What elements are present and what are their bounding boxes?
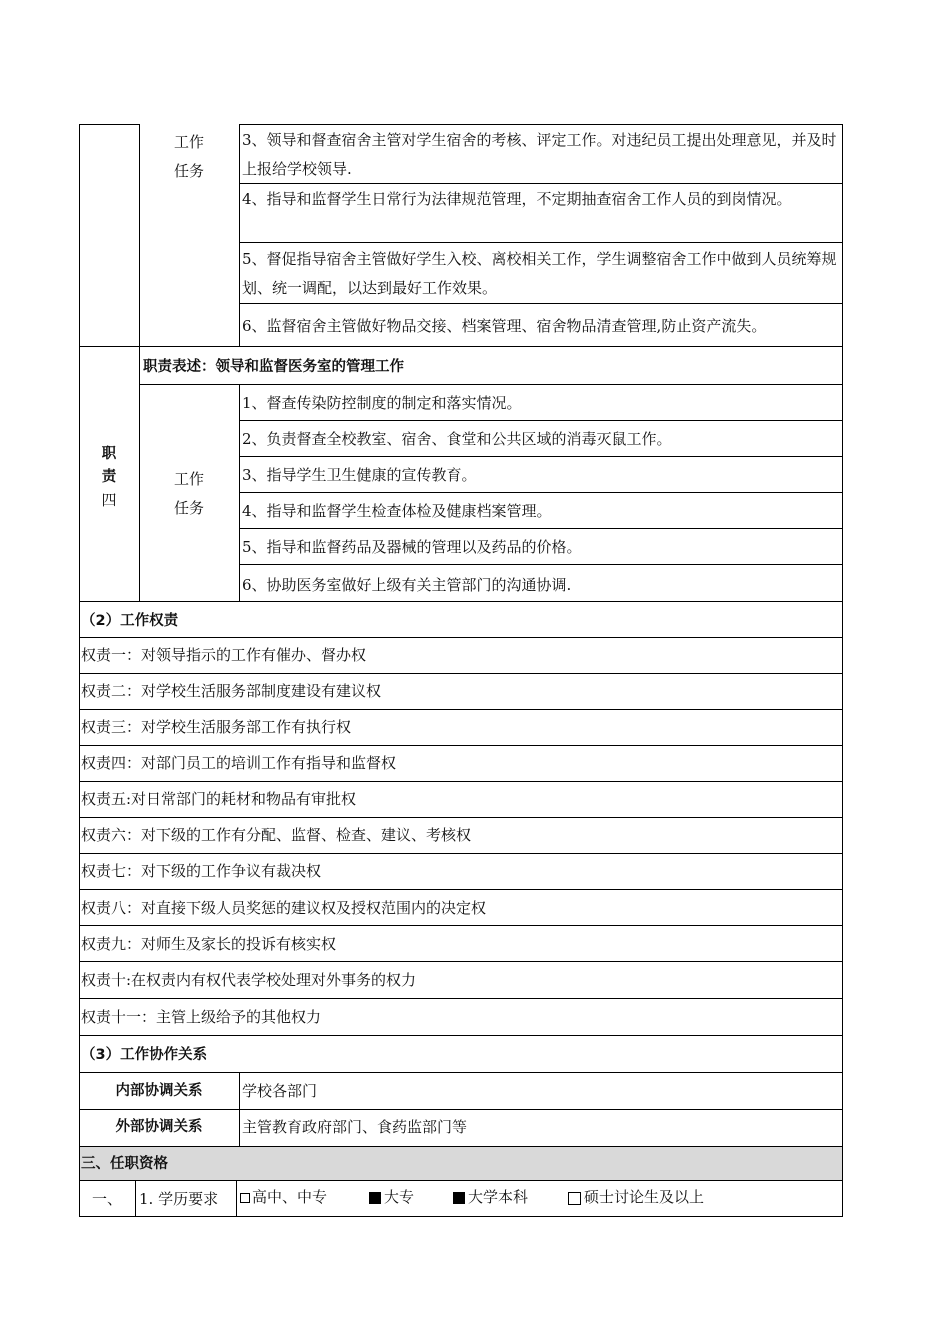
duty4-task-3: 3、指导学生卫生健康的宣传教育。 (242, 466, 477, 484)
duty3-task-4: 4、指导和监督学生日常行为法律规范管理，不定期抽查宿舍工作人员的到岗情况。 (242, 190, 792, 208)
duty-section-bottom (79, 601, 843, 602)
option-bachelor-label: 大学本科 (468, 1188, 529, 1206)
cooperation-heading: （3）工作协作关系 (81, 1047, 208, 1063)
option-high-school-label: 高中、中专 (252, 1188, 328, 1206)
internal-coop-label: 内部协调关系 (115, 1083, 203, 1099)
duty4-task-1: 1、督查传染防控制度的制定和落实情况。 (242, 394, 522, 412)
auth-line-0 (79, 637, 843, 638)
duty3-task-label-2: 任务 (173, 162, 204, 180)
coop-heading-bottom (79, 1072, 843, 1073)
authority-item-5: 权责五:对日常部门的耗材和物品有审批权 (81, 790, 357, 808)
qualification-section-number: 一、 (91, 1190, 122, 1208)
duty4-sep-4 (239, 528, 843, 529)
qualification-heading: 三、任职资格 (81, 1156, 168, 1172)
auth-line-6 (79, 853, 843, 854)
duty4-sep-1 (239, 420, 843, 421)
checkbox-empty-icon[interactable] (240, 1193, 250, 1203)
duty4-task-2: 2、负责督查全校教室、宿舍、食堂和公共区域的消毒灭鼠工作。 (242, 430, 672, 448)
external-coop-value: 主管教育政府部门、食药监部门等 (242, 1118, 468, 1136)
option-junior-college[interactable] (369, 1187, 414, 1207)
authority-item-8: 权责八：对直接下级人员奖惩的建议权及授权范围内的决定权 (81, 899, 487, 917)
table-top-right (239, 124, 843, 125)
duty4-task-5: 5、指导和监督药品及器械的管理以及药品的价格。 (242, 538, 582, 556)
external-coop-label: 外部协调关系 (115, 1119, 203, 1135)
checkbox-empty-icon[interactable] (568, 1192, 581, 1205)
duty4-sep-2 (239, 456, 843, 457)
auth-line-9 (79, 961, 843, 962)
authority-item-2: 权责二：对学校生活服务部制度建设有建议权 (81, 682, 382, 700)
duty3-task-5: 5、督促指导宿舍主管做好学生入校、离校相关工作，学生调整宿舍工作中做到人员统筹规划、统一调配，以达到最好工作效果。 (242, 250, 837, 297)
authority-item-11: 权责十一：主管上级给予的其他权力 (81, 1008, 322, 1026)
auth-line-4 (79, 781, 843, 782)
duty4-sep-5 (239, 564, 843, 565)
auth-line-8 (79, 925, 843, 926)
duty3-task-3: 3、领导和督查宿舍主管对学生宿舍的考核、评定工作。对违纪员工提出处理意见，并及时上报给学校领导. (242, 131, 837, 178)
auth-line-11 (79, 1035, 843, 1036)
option-bachelor[interactable] (453, 1187, 528, 1207)
duty4-label-1: 职 (101, 446, 117, 462)
option-master-label: 硕士讨论生及以上 (584, 1188, 705, 1206)
qual-col2-divider (236, 1180, 237, 1217)
authority-item-7: 权责七：对下级的工作争议有裁决权 (81, 862, 322, 880)
auth-line-5 (79, 817, 843, 818)
duty4-label-2: 责 (101, 469, 117, 485)
auth-line-10 (79, 998, 843, 999)
auth-line-3 (79, 745, 843, 746)
auth-line-2 (79, 709, 843, 710)
auth-line-7 (79, 889, 843, 890)
duty4-task-label-2: 任务 (173, 499, 204, 517)
duty4-task-4: 4、指导和监督学生检查体检及健康档案管理。 (242, 502, 552, 520)
authority-item-3: 权责三：对学校生活服务部工作有执行权 (81, 718, 352, 736)
col1-divider (139, 124, 140, 601)
checkbox-filled-icon[interactable] (453, 1192, 465, 1204)
coop-row-sep (79, 1109, 843, 1110)
authority-heading: （2）工作权责 (81, 613, 179, 629)
option-high-school[interactable] (240, 1187, 327, 1207)
coop-col-divider (239, 1072, 240, 1146)
duty3-task-6: 6、监督宿舍主管做好物品交接、档案管理、宿舍物品清查管理,防止资产流失。 (242, 317, 767, 335)
duty3-task-label-1: 工作 (173, 133, 204, 151)
duty4-label-3: 四 (101, 491, 117, 509)
duty4-desc-bottom (139, 384, 843, 385)
qual-col1-divider (135, 1180, 136, 1217)
coop-bottom (79, 1146, 843, 1147)
table-bottom (79, 1216, 843, 1217)
auth-line-1 (79, 673, 843, 674)
authority-item-6: 权责六：对下级的工作有分配、监督、检查、建议、考核权 (81, 826, 472, 844)
authority-item-1: 权责一：对领导指示的工作有催办、督办权 (81, 646, 367, 664)
duty-divider (79, 346, 843, 347)
qual-heading-bottom (79, 1180, 843, 1181)
authority-item-10: 权责十:在权责内有权代表学校处理对外事务的权力 (81, 971, 417, 989)
duty3-sep-3 (239, 303, 843, 304)
authority-item-4: 权责四：对部门员工的培训工作有指导和监督权 (81, 754, 397, 772)
duty4-task-6: 6、协助医务室做好上级有关主管部门的沟通协调. (242, 576, 572, 594)
table-border-right (842, 124, 843, 1217)
internal-coop-value: 学校各部门 (242, 1082, 318, 1100)
table-top-left (79, 124, 139, 125)
authority-item-9: 权责九：对师生及家长的投诉有核实权 (81, 935, 337, 953)
duty4-description: 职责表述：领导和监督医务室的管理工作 (143, 359, 404, 375)
qualification-heading-bg (79, 1146, 843, 1180)
col2-divider-duty3 (239, 124, 240, 346)
duty3-sep-2 (239, 242, 843, 243)
education-requirement-label: 1. 学历要求 (139, 1190, 219, 1208)
option-master[interactable] (568, 1187, 704, 1207)
table-border-left (79, 124, 80, 1217)
checkbox-filled-icon[interactable] (369, 1192, 381, 1204)
option-junior-college-label: 大专 (384, 1188, 415, 1206)
duty4-task-label-1: 工作 (173, 470, 204, 488)
duty4-sep-3 (239, 492, 843, 493)
